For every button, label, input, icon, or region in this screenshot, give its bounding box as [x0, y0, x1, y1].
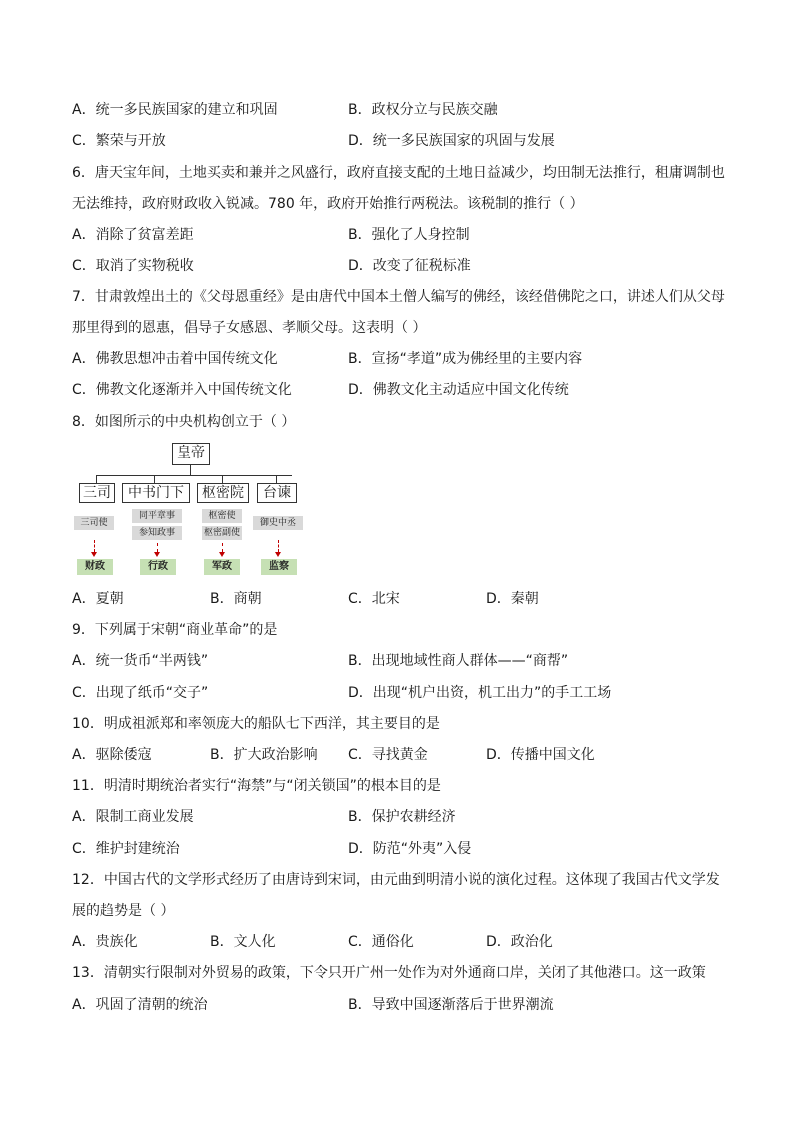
q5-option-d: D．统一多民族国家的巩固与发展: [348, 133, 555, 149]
q11-option-a: A．限制工商业发展: [72, 809, 194, 825]
q8-option-d: D．秦朝: [486, 591, 539, 607]
q12-stem-line2: 展的趋势是（ ）: [72, 903, 175, 919]
q7-stem-line1: 7．甘肃敦煌出土的《父母恩重经》是由唐代中国本土僧人编写的佛经，该经借佛陀之口，讲述人们从父母: [72, 289, 725, 305]
connector-line: [222, 475, 223, 483]
q7-option-d: D．佛教文化主动适应中国文化传统: [348, 382, 569, 398]
function-xingzheng: 行政: [140, 559, 176, 575]
q7-stem-line2: 那里得到的恩惠，倡导子女感恩、孝顺父母。这表明（ ）: [72, 320, 427, 336]
q11-stem: 11．明清时期统治者实行“海禁”与“闭关锁国”的根本目的是: [72, 778, 441, 794]
q13-option-b: B．导致中国逐渐落后于世界潮流: [348, 997, 554, 1013]
q11-option-d: D．防范“外夷”入侵: [348, 841, 472, 857]
q7-option-b: B．宣扬“孝道”成为佛经里的主要内容: [348, 351, 583, 367]
arrow-down-icon: [275, 552, 281, 557]
connector-line: [96, 475, 292, 476]
q5-option-a: A．统一多民族国家的建立和巩固: [72, 102, 278, 118]
dashed-arrow-line: [278, 540, 279, 552]
q10-option-c: C．寻找黄金: [348, 747, 428, 763]
q7-option-a: A．佛教思想冲击着中国传统文化: [72, 351, 278, 367]
q13-stem: 13．清朝实行限制对外贸易的政策，下令只开广州一处作为对外通商口岸，关闭了其他港口。这一政策: [72, 965, 706, 981]
connector-line: [190, 464, 191, 475]
shumiyuan-box: 枢密院: [197, 483, 249, 503]
q5-option-c: C．繁荣与开放: [72, 133, 166, 149]
q5-option-b: B．政权分立与民族交融: [348, 102, 498, 118]
q11-option-c: C．维护封建统治: [72, 841, 180, 857]
q10-option-d: D．传播中国文化: [486, 747, 595, 763]
q6-stem-line1: 6．唐天宝年间，土地买卖和兼并之风盛行，政府直接支配的土地日益减少，均田制无法推行，租庸调制也: [72, 165, 725, 181]
q6-option-d: D．改变了征税标准: [348, 258, 471, 274]
connector-line: [154, 475, 155, 483]
official-yushizhongcheng: 御史中丞: [253, 516, 303, 530]
function-caizheng: 财政: [77, 559, 113, 575]
q10-stem: 10．明成祖派郑和率领庞大的船队七下西洋，其主要目的是: [72, 716, 440, 732]
q6-option-b: B．强化了人身控制: [348, 227, 470, 243]
emperor-box: 皇帝: [172, 443, 210, 465]
q12-option-b: B．文人化: [210, 934, 276, 950]
q9-option-b: B．出现地域性商人群体——“商帮”: [348, 653, 569, 669]
q6-stem-line2: 无法维持，政府财政收入锐减。780 年，政府开始推行两税法。该税制的推行（ ）: [72, 196, 584, 212]
q7-option-c: C．佛教文化逐渐并入中国传统文化: [72, 382, 292, 398]
q12-stem-line1: 12．中国古代的文学形式经历了由唐诗到宋词，由元曲到明清小说的演化过程。这体现了我国古代文学发: [72, 872, 720, 888]
dashed-arrow-line: [94, 540, 95, 552]
function-jiancha: 监察: [261, 559, 297, 575]
q9-stem: 9．下列属于宋朝“商业革命”的是: [72, 622, 278, 638]
q8-option-b: B．商朝: [210, 591, 262, 607]
official-shumifushi: 枢密副使: [203, 528, 240, 538]
q12-option-c: C．通俗化: [348, 934, 414, 950]
arrow-down-icon: [219, 552, 225, 557]
q13-option-a: A．巩固了清朝的统治: [72, 997, 208, 1013]
arrow-down-icon: [91, 552, 97, 557]
connector-line: [96, 475, 97, 483]
function-junzheng: 军政: [204, 559, 240, 575]
taijian-box: 台谏: [257, 483, 297, 503]
q9-option-a: A．统一货币“半两钱”: [72, 653, 209, 669]
q10-option-a: A．驱除倭寇: [72, 747, 152, 763]
official-sansishi: 三司使: [74, 516, 114, 530]
zhongshumenxia-box: 中书门下: [122, 483, 190, 503]
q12-option-a: A．贵族化: [72, 934, 138, 950]
q9-option-c: C．出现了纸币“交子”: [72, 685, 209, 701]
q8-option-c: C．北宋: [348, 591, 400, 607]
q10-option-b: B．扩大政治影响: [210, 747, 318, 763]
connector-line: [276, 475, 277, 483]
official-canzhizhengshi: 参知政事: [132, 526, 182, 540]
q6-option-c: C．取消了实物税收: [72, 258, 194, 274]
official-shumishi: 枢密使: [202, 509, 242, 523]
q11-option-b: B．保护农耕经济: [348, 809, 456, 825]
dashed-arrow-line: [157, 543, 158, 552]
q8-option-a: A．夏朝: [72, 591, 124, 607]
q8-stem: 8．如图所示的中央机构创立于（ ）: [72, 414, 296, 430]
dashed-arrow-line: [222, 543, 223, 552]
sansi-box: 三司: [79, 483, 115, 503]
q9-option-d: D．出现“机户出资，机工出力”的手工工场: [348, 685, 612, 701]
official-tongpingzhangshi: 同平章事: [132, 509, 182, 523]
central-government-diagram: [72, 443, 312, 581]
q12-option-d: D．政治化: [486, 934, 553, 950]
arrow-down-icon: [154, 552, 160, 557]
q6-option-a: A．消除了贫富差距: [72, 227, 194, 243]
